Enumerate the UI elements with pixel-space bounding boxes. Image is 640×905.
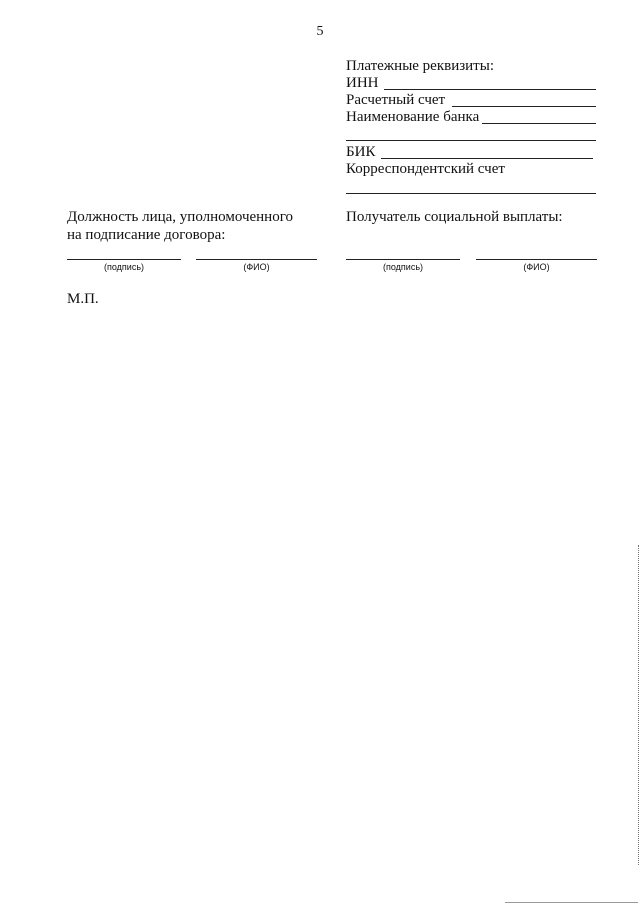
authorized-person-title-line1: Должность лица, уполномоченного — [67, 209, 293, 225]
authorized-person-title-line2: на подписание договора: — [67, 227, 226, 243]
correspondent-account-label: Корреспондентский счет — [346, 161, 505, 177]
stamp-placeholder: М.П. — [67, 291, 99, 307]
account-field[interactable] — [452, 106, 596, 107]
left-signature-line[interactable] — [67, 259, 181, 260]
right-signature-line[interactable] — [346, 259, 460, 260]
scan-bottom-artifact — [505, 902, 638, 903]
left-signature-caption: (подпись) — [103, 262, 145, 272]
left-name-caption: (ФИО) — [243, 262, 270, 272]
left-name-line[interactable] — [196, 259, 317, 260]
right-signature-caption: (подпись) — [382, 262, 424, 272]
page-number: 5 — [316, 24, 324, 39]
right-name-caption: (ФИО) — [523, 262, 550, 272]
bank-name-field[interactable] — [482, 123, 596, 124]
inn-field[interactable] — [384, 89, 596, 90]
bik-label: БИК — [346, 144, 376, 160]
right-name-line[interactable] — [476, 259, 597, 260]
scan-edge-artifact — [638, 545, 639, 865]
bank-name-field-continuation[interactable] — [346, 140, 596, 141]
payment-details-heading: Платежные реквизиты: — [346, 58, 494, 74]
bank-name-label: Наименование банка — [346, 109, 480, 125]
recipient-title: Получатель социальной выплаты: — [346, 209, 563, 225]
bik-field[interactable] — [381, 158, 593, 159]
account-label: Расчетный счет — [346, 92, 446, 108]
inn-label: ИНН — [346, 75, 379, 91]
correspondent-account-field[interactable] — [346, 193, 596, 194]
